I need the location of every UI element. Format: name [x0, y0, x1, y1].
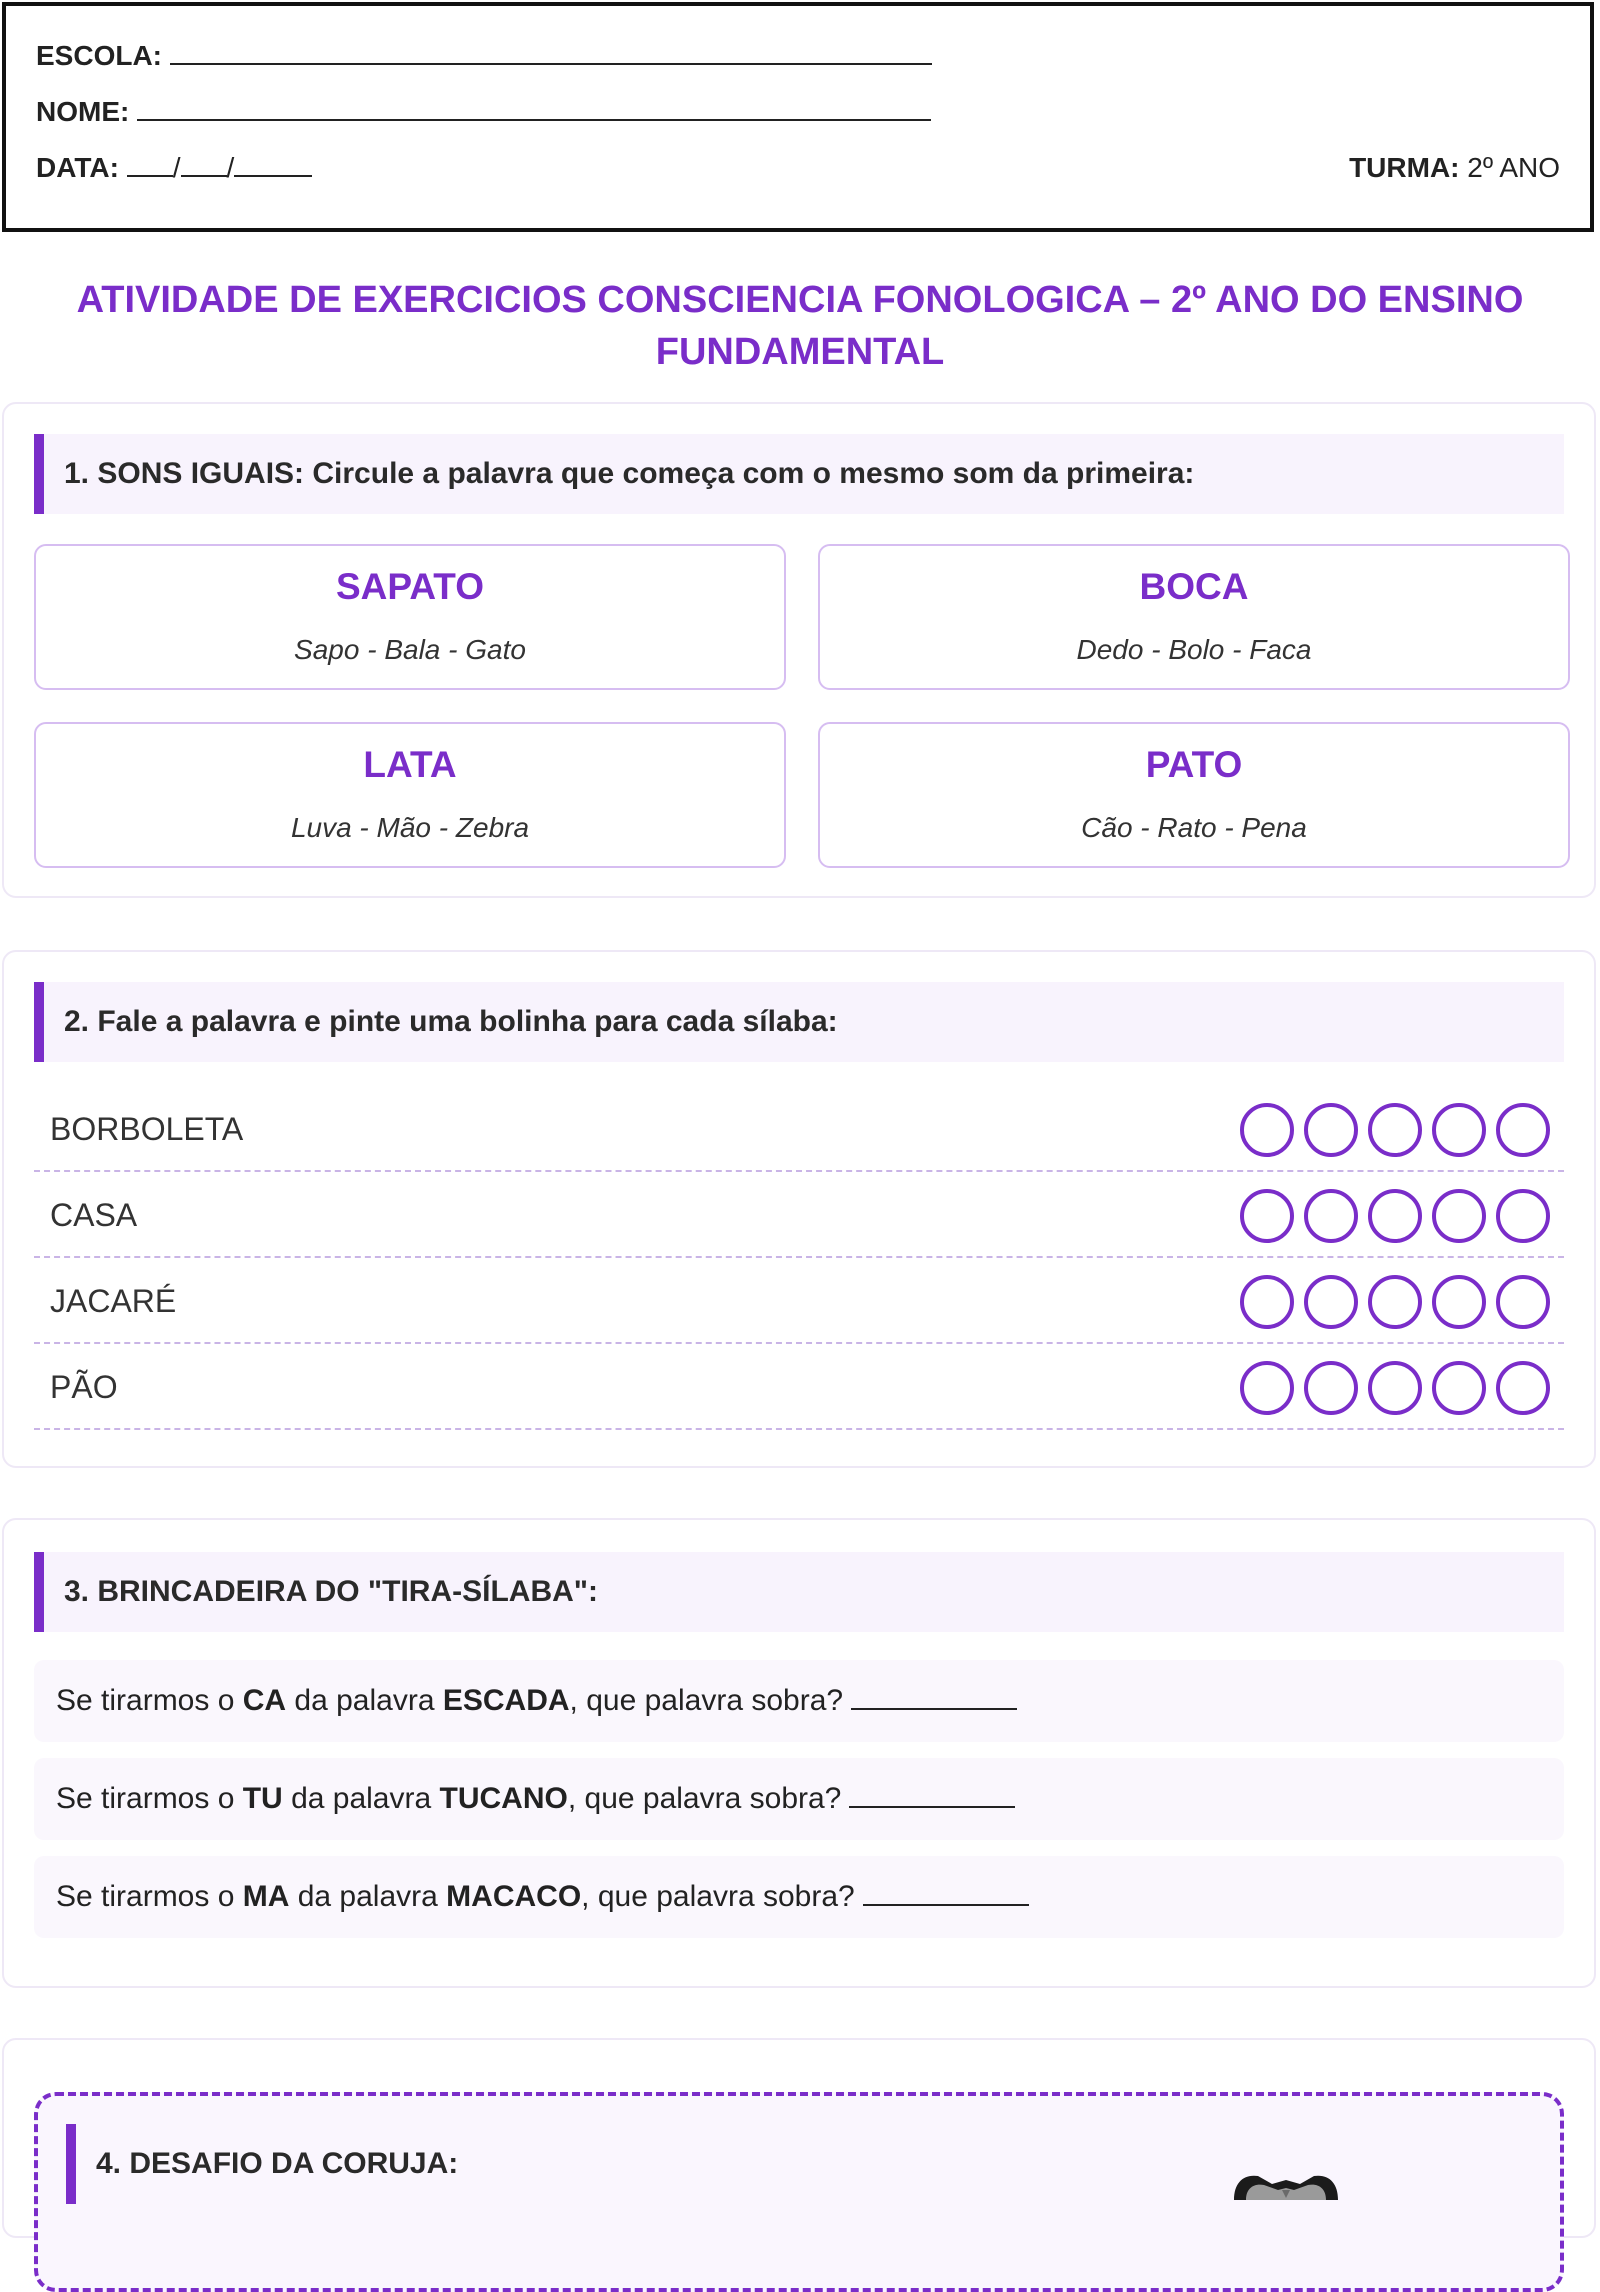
question-word: ESCADA [442, 1684, 570, 1717]
question-row [34, 1758, 1564, 1840]
question-row [34, 1660, 1564, 1742]
data-label: DATA: [36, 152, 119, 183]
syllable-word: PÃO [50, 1369, 118, 1405]
syllable-circle[interactable] [1432, 1275, 1486, 1329]
question-syllable: TU [242, 1782, 283, 1815]
question-syllable: CA [242, 1684, 287, 1717]
syllable-circle[interactable] [1496, 1103, 1550, 1157]
question-text: da palavra [286, 1684, 443, 1717]
sound-card [34, 722, 786, 868]
section-desafio-coruja [2, 2038, 1596, 2238]
syllable-circle[interactable] [1304, 1189, 1358, 1243]
card-options[interactable]: Dedo - Bolo - Faca [1076, 634, 1312, 665]
syllable-circle[interactable] [1368, 1361, 1422, 1415]
date-slash: / [226, 152, 235, 183]
answer-blank[interactable] [863, 1880, 1029, 1906]
card-word: PATO [1145, 744, 1243, 785]
question-word: MACACO [446, 1880, 582, 1913]
card-word: BOCA [1139, 566, 1249, 607]
syllable-row [34, 1344, 1564, 1430]
nome-label: NOME: [36, 96, 130, 127]
question-text: , que palavra sobra? [567, 1782, 842, 1815]
card-options[interactable]: Sapo - Bala - Gato [294, 634, 526, 665]
card-options[interactable]: Luva - Mão - Zebra [290, 812, 530, 843]
section-sons-iguais [2, 402, 1596, 898]
question-syllable: MA [242, 1880, 290, 1913]
month-blank[interactable] [181, 153, 227, 177]
section1-heading: 1. SONS IGUAIS: Circule a palavra que começa com o mesmo som da primeira: [34, 434, 1564, 514]
syllable-word: CASA [50, 1197, 138, 1233]
syllable-row [34, 1172, 1564, 1258]
sound-card [34, 544, 786, 690]
syllable-row [34, 1086, 1564, 1172]
question-text: da palavra [289, 1880, 447, 1913]
year-blank[interactable] [234, 153, 312, 177]
syllable-circle[interactable] [1304, 1275, 1358, 1329]
card-options[interactable]: Cão - Rato - Pena [1081, 812, 1307, 843]
section-silabas [2, 950, 1596, 1468]
date-slash: / [172, 152, 181, 183]
turma-value: 2º ANO [1467, 152, 1560, 183]
syllable-circle[interactable] [1368, 1103, 1422, 1157]
section-tira-silaba [2, 1518, 1596, 1988]
answer-blank[interactable] [851, 1684, 1017, 1710]
section3-heading: 3. BRINCADEIRA DO "TIRA-SÍLABA": [34, 1552, 1564, 1632]
section2-heading: 2. Fale a palavra e pinte uma bolinha para cada sílaba: [34, 982, 1564, 1062]
day-blank[interactable] [127, 153, 173, 177]
escola-line [36, 40, 932, 72]
card-word: SAPATO [335, 566, 485, 607]
syllable-circle[interactable] [1432, 1361, 1486, 1415]
question-text: da palavra [282, 1782, 440, 1815]
syllable-circle[interactable] [1240, 1103, 1294, 1157]
syllable-circle[interactable] [1432, 1103, 1486, 1157]
question-word: TUCANO [439, 1782, 568, 1815]
syllable-circle[interactable] [1240, 1361, 1294, 1415]
syllable-circle[interactable] [1496, 1361, 1550, 1415]
syllable-circles [1240, 1275, 1550, 1329]
answer-blank[interactable] [849, 1782, 1015, 1808]
syllable-circles [1240, 1361, 1550, 1415]
header-box [2, 2, 1594, 232]
turma-label: TURMA: [1349, 152, 1460, 183]
escola-blank[interactable] [170, 41, 932, 65]
page-title [0, 274, 1600, 378]
sound-card [818, 722, 1570, 868]
question-text: Se tirarmos o [56, 1782, 243, 1815]
card-word: LATA [363, 744, 457, 785]
section4-heading: 4. DESAFIO DA CORUJA: [66, 2124, 666, 2204]
syllable-word: JACARÉ [50, 1283, 177, 1319]
nome-blank[interactable] [137, 97, 931, 121]
question-row [34, 1856, 1564, 1938]
question-text: Se tirarmos o [56, 1684, 243, 1717]
page-title-line2: FUNDAMENTAL [655, 331, 945, 373]
page-title-line1: ATIVIDADE DE EXERCICIOS CONSCIENCIA FONOLOGICA – 2º ANO DO ENSINO [76, 279, 1524, 321]
question-text: , que palavra sobra? [581, 1880, 855, 1913]
nome-line [36, 96, 931, 128]
syllable-circle[interactable] [1304, 1361, 1358, 1415]
data-line [36, 152, 312, 184]
syllable-circles [1240, 1189, 1550, 1243]
syllable-circles [1240, 1103, 1550, 1157]
sound-card [818, 544, 1570, 690]
syllable-circle[interactable] [1496, 1275, 1550, 1329]
syllable-circle[interactable] [1240, 1275, 1294, 1329]
question-text: , que palavra sobra? [569, 1684, 844, 1717]
syllable-circle[interactable] [1304, 1103, 1358, 1157]
escola-label: ESCOLA: [36, 40, 162, 71]
owl-icon [1228, 2168, 1344, 2200]
question-text: Se tirarmos o [56, 1880, 243, 1913]
turma-line [1349, 152, 1560, 184]
syllable-circle[interactable] [1496, 1189, 1550, 1243]
syllable-circle[interactable] [1368, 1189, 1422, 1243]
syllable-circle[interactable] [1432, 1189, 1486, 1243]
syllable-word: BORBOLETA [50, 1111, 244, 1147]
syllable-row [34, 1258, 1564, 1344]
syllable-circle[interactable] [1368, 1275, 1422, 1329]
syllable-circle[interactable] [1240, 1189, 1294, 1243]
